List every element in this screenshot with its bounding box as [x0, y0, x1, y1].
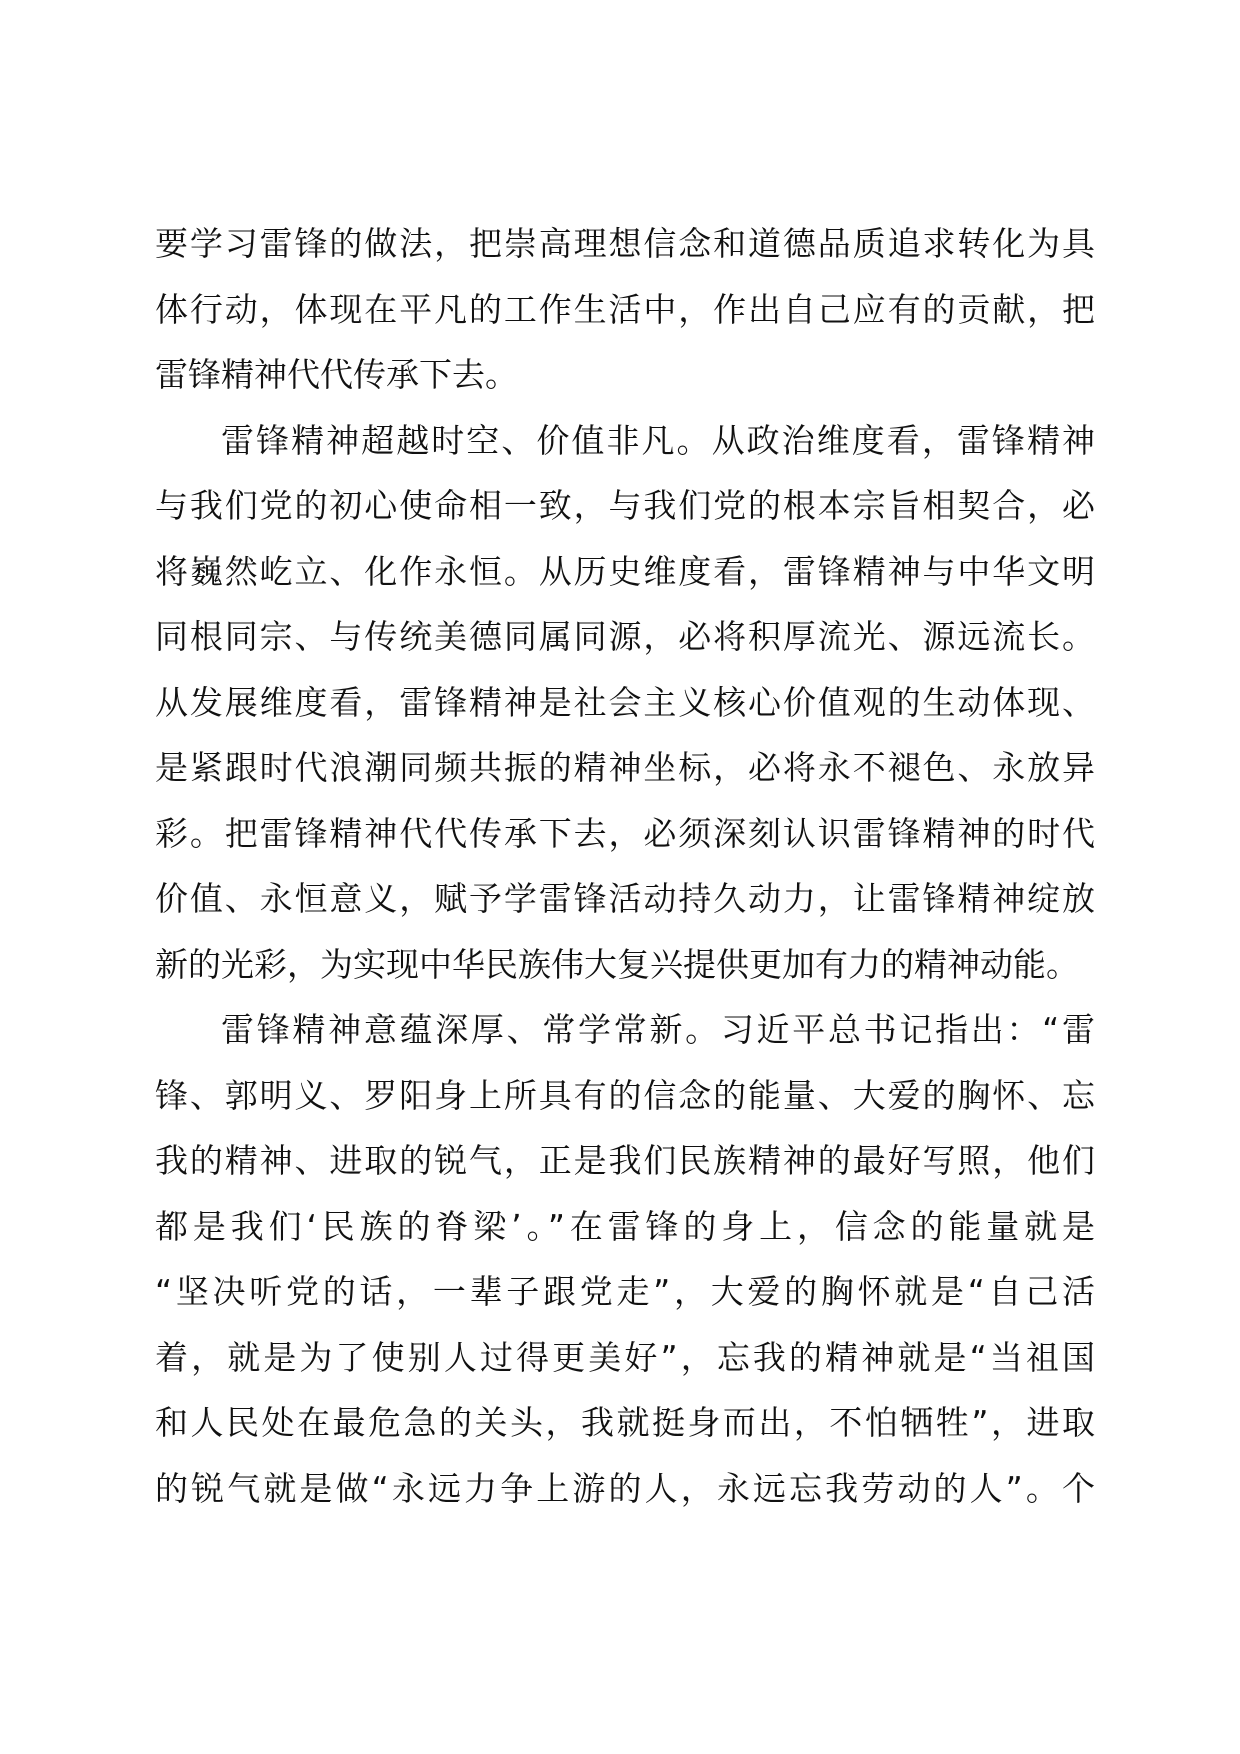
- text-line: 雷锋精神代代传承下去。: [155, 355, 518, 394]
- text-line: 着，就是为了使别人过得更美好”，忘我的精神就是“当祖国: [155, 1337, 1095, 1377]
- text-line: 彩。把雷锋精神代代传承下去，必须深刻认识雷锋精神的时代: [155, 813, 1095, 853]
- text-line: 与我们党的初心使命相一致，与我们党的根本宗旨相契合，必: [155, 486, 1095, 525]
- paragraph-first-line: 雷锋精神意蕴深厚、常学常新。习近平总书记指出：“雷: [221, 1010, 1095, 1049]
- text-line: 是紧跟时代浪潮同频共振的精神坐标，必将永不褪色、永放异: [155, 748, 1095, 787]
- text-line: 和人民处在最危急的关头，我就挺身而出，不怕牺牲”，进取: [155, 1403, 1095, 1442]
- text-line: 价值、永恒意义，赋予学雷锋活动持久动力，让雷锋精神绽放: [155, 879, 1095, 918]
- text-line: 从发展维度看，雷锋精神是社会主义核心价值观的生动体现、: [155, 682, 1095, 722]
- text-line: 体行动，体现在平凡的工作生活中，作出自己应有的贡献，把: [155, 289, 1095, 329]
- text-line: “坚决听党的话，一辈子跟党走”，大爱的胸怀就是“自己活: [155, 1272, 1095, 1311]
- text-line: 要学习雷锋的做法，把崇高理想信念和道德品质追求转化为具: [155, 224, 1095, 263]
- text-line: 新的光彩，为实现中华民族伟大复兴提供更加有力的精神动能。: [155, 944, 1079, 984]
- text-line: 将巍然屹立、化作永恒。从历史维度看，雷锋精神与中华文明: [155, 551, 1095, 591]
- text-line: 都是我们‘民族的脊梁’。”在雷锋的身上，信念的能量就是: [155, 1206, 1095, 1246]
- text-line: 我的精神、进取的锐气，正是我们民族精神的最好写照，他们: [155, 1141, 1095, 1180]
- text-line: 同根同宗、与传统美德同属同源，必将积厚流光、源远流长。: [155, 617, 1095, 656]
- body-text: [155, 211, 1095, 1521]
- text-line: 锋、郭明义、罗阳身上所具有的信念的能量、大爱的胸怀、忘: [155, 1075, 1095, 1115]
- text-line: 的锐气就是做“永远力争上游的人，永远忘我劳动的人”。个: [155, 1468, 1095, 1508]
- paragraph-first-line: 雷锋精神超越时空、价值非凡。从政治维度看，雷锋精神: [221, 420, 1095, 460]
